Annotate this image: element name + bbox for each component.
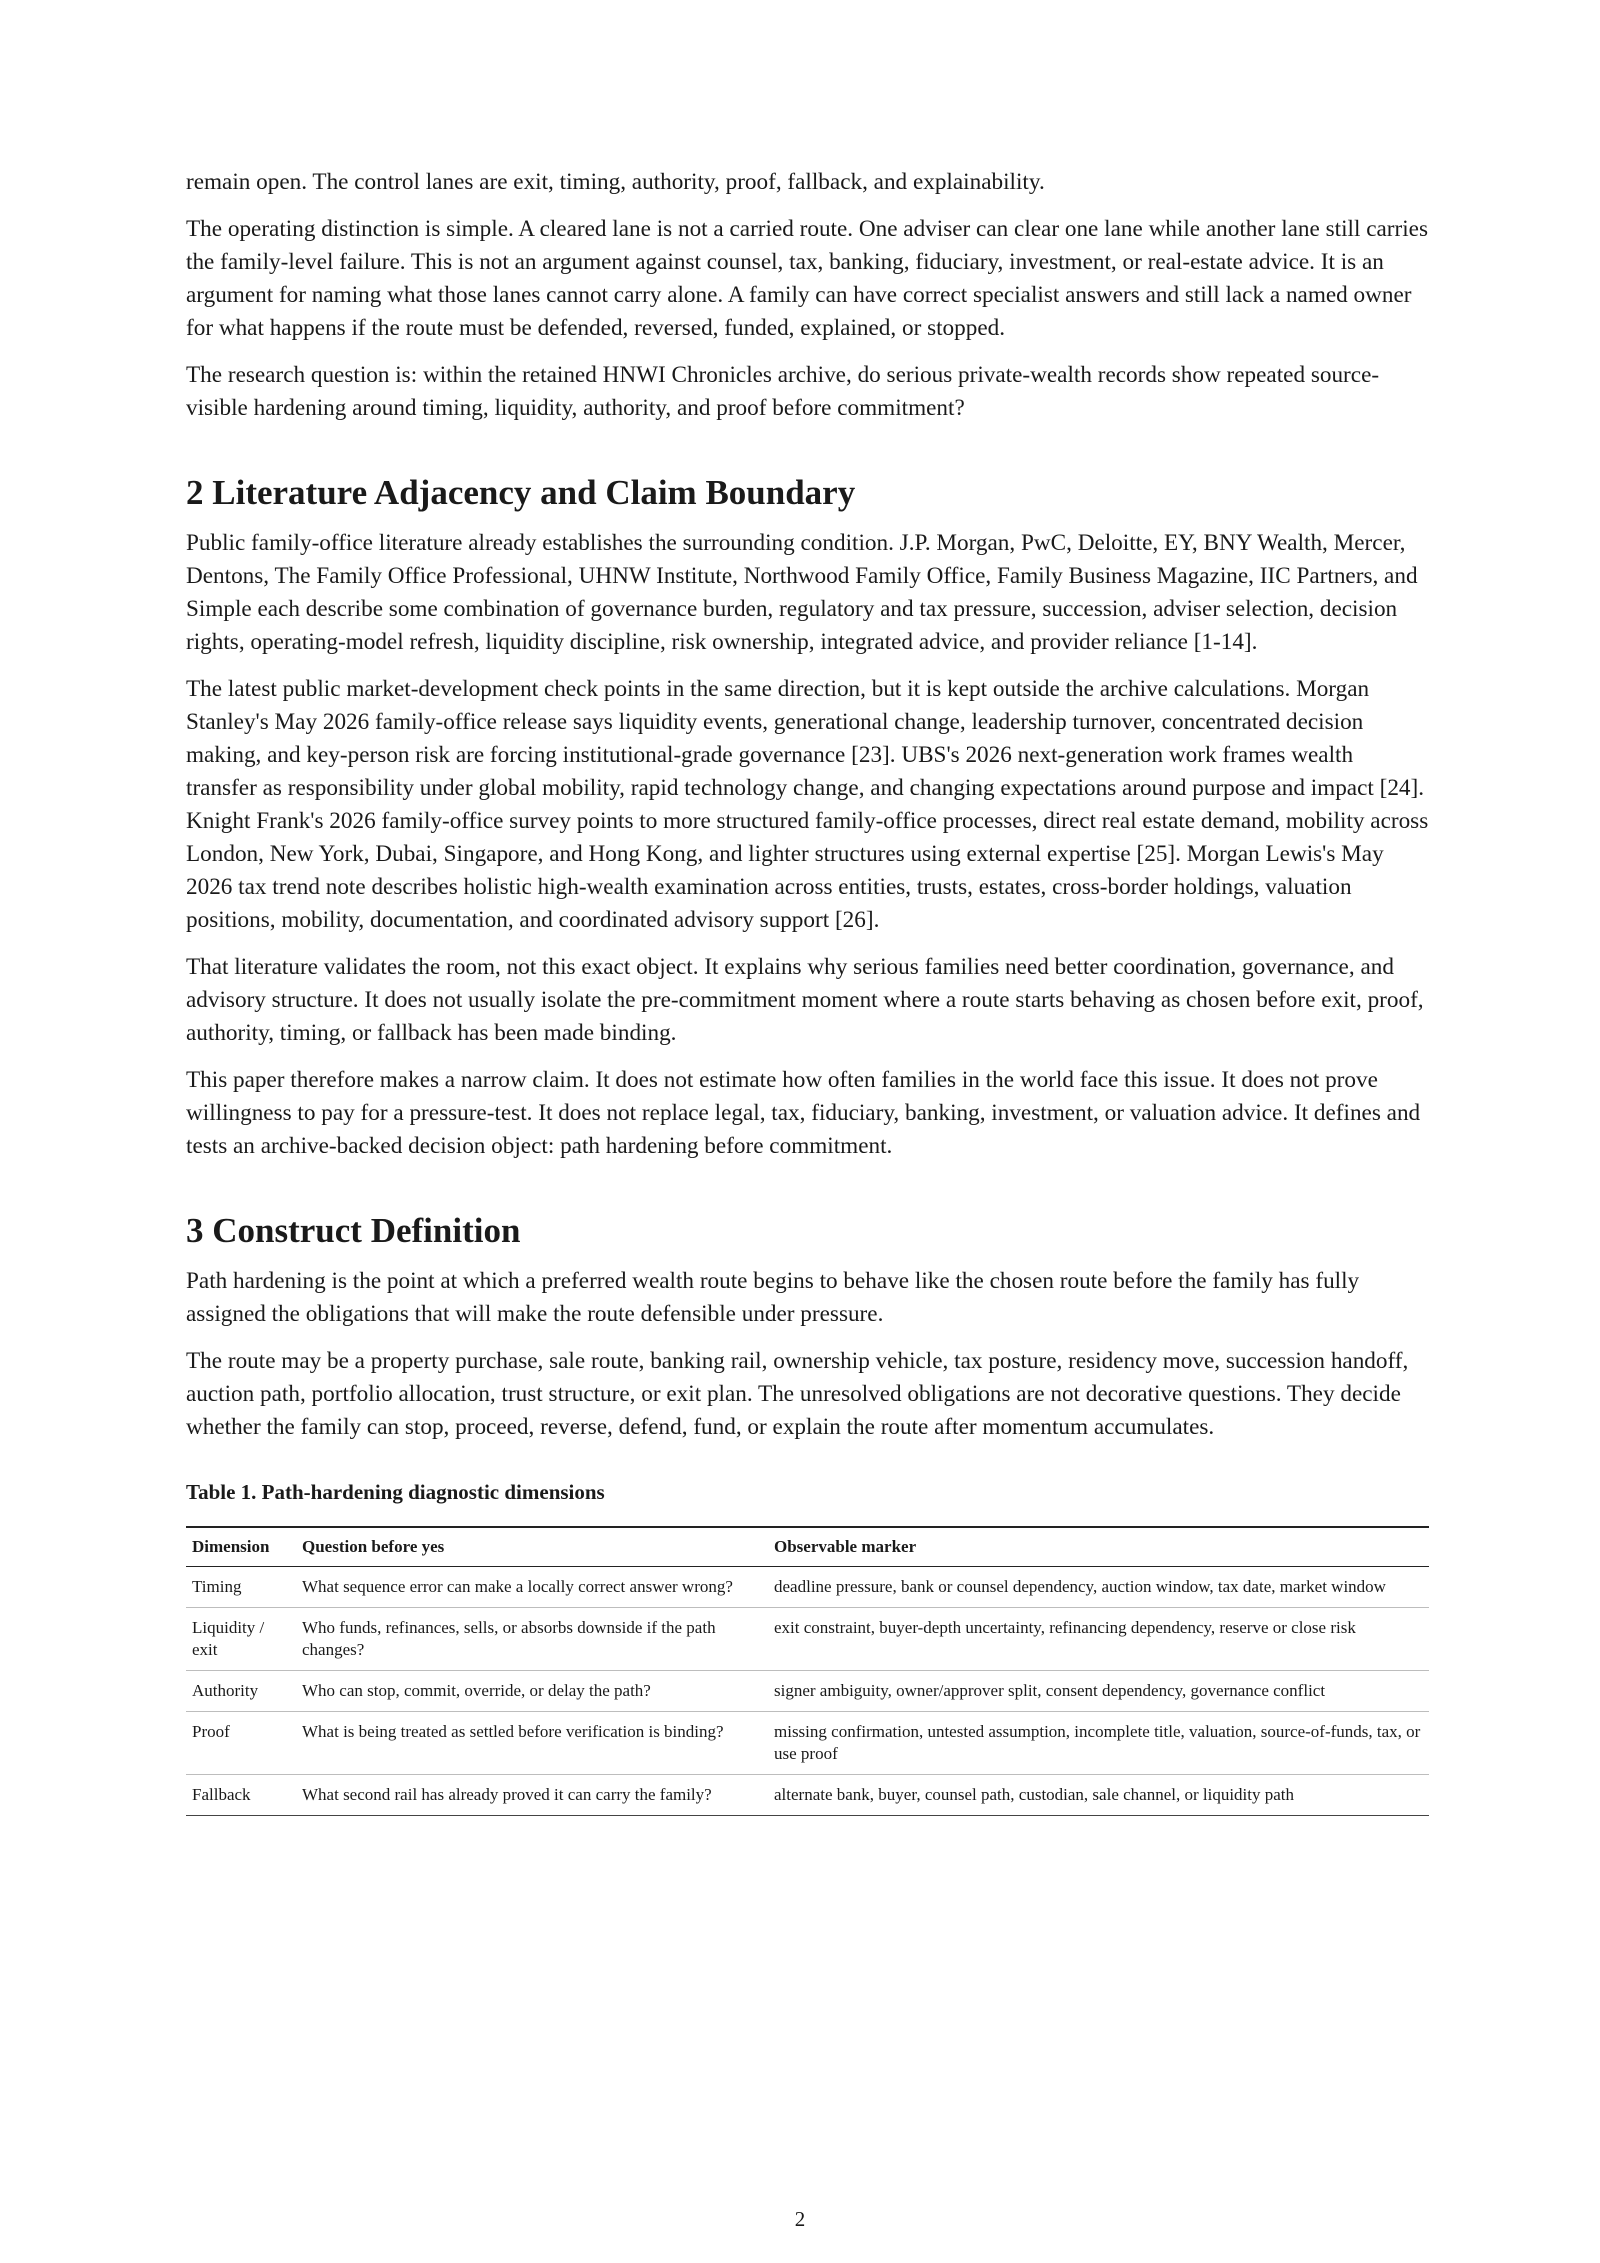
paragraph: Path hardening is the point at which a preferred wealth route begins to behave like the chosen route before the family has fully assigned the obligations that will make the route defensible under pressure. bbox=[186, 1268, 1360, 1327]
table-cell: signer ambiguity, owner/approver split, consent dependency, governance conflict bbox=[768, 1671, 1429, 1712]
paragraph: That literature validates the room, not this exact object. It explains why serious families need better coordination, governance, and advisory structure. It does not usually isolate the pre-commitment moment where a route starts behaving as chosen before exit, proof, authority, timing, or fallback has been made binding. bbox=[186, 954, 1424, 1046]
table-cell: Liquidity / exit bbox=[186, 1608, 296, 1671]
column-header: Question before yes bbox=[296, 1527, 768, 1567]
table-cell: Authority bbox=[186, 1671, 296, 1712]
column-header: Observable marker bbox=[768, 1527, 1429, 1567]
paper-page bbox=[186, 166, 1429, 1816]
table-row bbox=[186, 1608, 1429, 1671]
table-cell: What is being treated as settled before verification is binding? bbox=[296, 1712, 768, 1775]
section-heading-construct: 3 Construct Definition bbox=[186, 1211, 521, 1250]
paragraph: The operating distinction is simple. A cleared lane is not a carried route. One adviser can clear one lane while another lane still carries the family-level failure. This is not an argument against counsel, tax, banking, fiduciary, investment, or real-estate advice. It is an argument for naming what those lanes cannot carry alone. A family can have correct specialist answers and still lack a named owner for what happens if the route must be defended, reversed, funded, explained, or stopped. bbox=[186, 216, 1428, 341]
table-row bbox=[186, 1775, 1429, 1816]
table-cell: Who funds, refinances, sells, or absorbs downside if the path changes? bbox=[296, 1608, 768, 1671]
paragraph: The route may be a property purchase, sale route, banking rail, ownership vehicle, tax posture, residency move, succession handoff, auction path, portfolio allocation, trust structure, or exit plan. The unresolved obligations are not decorative questions. They decide whether the family can stop, proceed, reverse, defend, fund, or explain the route after momentum accumulates. bbox=[186, 1348, 1409, 1440]
paragraph: remain open. The control lanes are exit, timing, authority, proof, fallback, and explainability. bbox=[186, 169, 1045, 195]
table-cell: Proof bbox=[186, 1712, 296, 1775]
paragraph: The research question is: within the retained HNWI Chronicles archive, do serious private-wealth records show repeated source-visible hardening around timing, liquidity, authority, and proof before commitment? bbox=[186, 362, 1380, 421]
paragraph: This paper therefore makes a narrow claim. It does not estimate how often families in the world face this issue. It does not prove willingness to pay for a pressure-test. It does not replace legal, tax, fiduciary, banking, investment, or valuation advice. It defines and tests an archive-backed decision object: path hardening before commitment. bbox=[186, 1067, 1421, 1159]
table-cell: missing confirmation, untested assumption, incomplete title, valuation, source-of-funds, tax, or use proof bbox=[768, 1712, 1429, 1775]
table-row bbox=[186, 1712, 1429, 1775]
paragraph: Public family-office literature already establishes the surrounding condition. J.P. Morgan, PwC, Deloitte, EY, BNY Wealth, Mercer, Dentons, The Family Office Professional, UHNW Institute, Northwood Family Office, Family Business Magazine, IIC Partners, and Simple each describe some combination of governance burden, regulatory and tax pressure, succession, adviser selection, decision rights, operating-model refresh, liquidity discipline, risk ownership, integrated advice, and provider reliance [1-14]. bbox=[186, 530, 1418, 655]
table-cell: deadline pressure, bank or counsel dependency, auction window, tax date, market window bbox=[768, 1567, 1429, 1608]
table-row bbox=[186, 1567, 1429, 1608]
table-cell: What sequence error can make a locally correct answer wrong? bbox=[296, 1567, 768, 1608]
paragraph: The latest public market-development check points in the same direction, but it is kept outside the archive calculations. Morgan Stanley's May 2026 family-office release says liquidity events, generational change, leadership turnover, concentrated decision making, and key-person risk are forcing institutional-grade governance [23]. UBS's 2026 next-generation work frames wealth transfer as responsibility under global mobility, rapid technology change, and changing expectations around purpose and impact [24]. Knight Frank's 2026 family-office survey points to more structured family-office processes, direct real estate demand, mobility across London, New York, Dubai, Singapore, and Hong Kong, and lighter structures using external expertise [25]. Morgan Lewis's May 2026 tax trend note describes holistic high-wealth examination across entities, trusts, estates, cross-border holdings, valuation positions, mobility, documentation, and coordinated advisory support [26]. bbox=[186, 676, 1429, 933]
table-cell: alternate bank, buyer, counsel path, custodian, sale channel, or liquidity path bbox=[774, 1785, 1295, 1804]
table-row bbox=[186, 1671, 1429, 1712]
table-cell: Who can stop, commit, override, or delay the path? bbox=[296, 1671, 768, 1712]
table-cell: Timing bbox=[186, 1567, 296, 1608]
table-cell: Fallback bbox=[192, 1785, 251, 1804]
table-cell: What second rail has already proved it can carry the family? bbox=[302, 1785, 712, 1804]
table-header-row bbox=[186, 1527, 1429, 1567]
table-cell: exit constraint, buyer-depth uncertainty, refinancing dependency, reserve or close risk bbox=[768, 1608, 1429, 1671]
diagnostic-dimensions-table bbox=[186, 1526, 1429, 1816]
table-caption: Table 1. Path-hardening diagnostic dimensions bbox=[186, 1480, 605, 1504]
column-header: Dimension bbox=[186, 1527, 296, 1567]
section-heading-literature: 2 Literature Adjacency and Claim Boundary bbox=[186, 473, 856, 512]
page-number: 2 bbox=[794, 2207, 806, 2231]
